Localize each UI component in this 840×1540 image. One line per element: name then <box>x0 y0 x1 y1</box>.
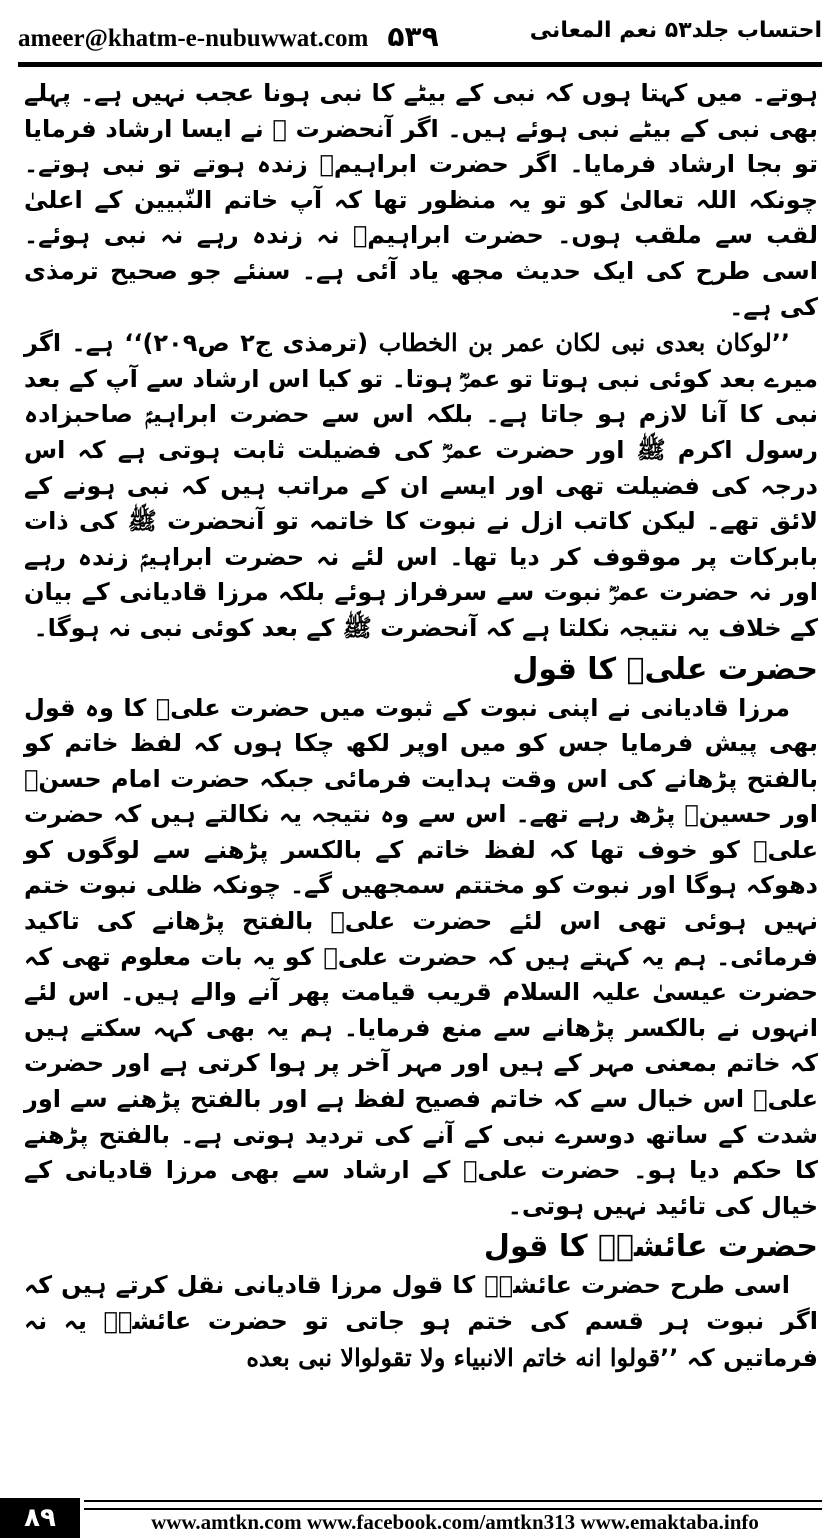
paragraph-2 <box>24 325 818 646</box>
quote-close: ‘‘ <box>124 329 143 358</box>
footer-page-number: ۸۹ <box>0 1498 80 1538</box>
section-heading-aisha: حضرت عائشہؓ کا قول <box>483 1229 818 1265</box>
page-header <box>18 14 822 60</box>
quote-open: ’’ <box>771 329 791 358</box>
page-footer <box>0 1490 840 1540</box>
paragraph-1: ہوتے۔ میں کہتا ہوں کہ نبی کے بیٹے کا نبی ہونا عجب نہیں ہے۔ پہلے بھی نبی کے بیٹے نبی ہوئے ہیں۔ اگر آنحضرت ﷺ نے ایسا ارشاد فرمایا تو بجا ارشاد فرمایا۔ اگر حضرت ابراہیمؑ زندہ ہوتے تو نبی ہوتے۔ چونکہ اللہ تعالیٰ کو تو یہ منظور تھا کہ آپ خاتم النّبیین کے اعلیٰ لقب سے ملقب ہوں۔ حضرت ابراہیمؑ نہ زندہ رہے نہ نبی ہوئے۔ اسی طرح کی ایک حدیث مجھ یاد آئی ہے۔ سنئے جو صحیح ترمذی کی ہے۔ <box>24 79 818 321</box>
footer-rule <box>84 1500 822 1510</box>
paragraph-2-text: ہے۔ اگر میرے بعد کوئی نبی ہوتا تو عمرؓ ہوتا۔ تو کیا اس ارشاد سے آپ کے بعد نبی کا آنا لازم ہو جاتا ہے۔ بلکہ اس سے حضرت ابراہیمؑ صاحبزادہ رسول اکرم ﷺ اور حضرت عمرؓ کی فضیلت ثابت ہوتی ہے کہ اس درجہ کی فضیلت تھی اور ایسے ان کے مراتب ہیں کہ نبی ہونے کے لائق تھے۔ لیکن کاتب ازل نے نبوت کا خاتمہ تو آنحضرت ﷺ کی ذات بابرکات پر موقوف کر دیا تھا۔ اس لئے نہ حضرت ابراہیمؑ زندہ رہے اور نہ حضرت عمرؓ نبوت سے سرفراز ہوئے بلکہ مرزا قادیانی کے بیان کے خلاف یہ نتیجہ نکلتا ہے کہ آنحضرت ﷺ کے بعد کوئی نبی نہ ہوگا۔ <box>24 329 818 642</box>
section-heading-ali: حضرت علیؓ کا قول <box>512 651 818 687</box>
paragraph-4 <box>24 1268 818 1376</box>
header-rule <box>18 62 822 67</box>
aisha-quote: قولوا انه خاتم الانبياء ولا تقولوالا نبی بعده <box>246 1342 661 1372</box>
page-body <box>24 76 818 1376</box>
hadith-quote: لوكان بعدی نبی لكان عمر بن الخطاب <box>378 328 772 358</box>
email-address: ameer@khatm-e-nubuwwat.com <box>18 25 369 52</box>
footer-urls: www.amtkn.com www.facebook.com/amtkn313 www.emaktaba.info <box>151 1510 759 1534</box>
paragraph-4-text: اسی طرح حضرت عائشہؓ کا قول مرزا قادیانی نقل کرتے ہیں کہ اگر نبوت ہر قسم کی ختم ہو جاتی تو حضرت عائشہؓ یہ نہ فرماتیں کہ ’’ <box>24 1271 818 1372</box>
hadith-reference: (ترمذی ج۲ ص۲۰۹) <box>142 329 369 358</box>
page-number: ۵۳۹ <box>387 20 439 53</box>
book-title: احتساب جلد۵۳ نعم المعانی <box>529 18 822 43</box>
header-left <box>18 20 439 53</box>
paragraph-3: مرزا قادیانی نے اپنی نبوت کے ثبوت میں حضرت علیؓ کا وہ قول بھی پیش فرمایا جس کو میں اوپر لکھ چکا ہوں کہ لفظ خاتم کو بالفتح پڑھانے کی اس وقت ہدایت فرمائی جبکہ حضرت امام حسنؓ اور حسینؓ پڑھ رہے تھے۔ اس سے وہ نتیجہ یہ نکالتے ہیں کہ حضرت علیؓ کو خوف تھا کہ لفظ خاتم کے بالکسر پڑھنے سے لوگوں کو دھوکہ ہوگا اور نبوت کو مختتم سمجھیں گے۔ چونکہ ظلی نبوت ختم نہیں ہوئی تھی اس لئے حضرت علیؓ بالفتح پڑھانے کی تاکید فرمائی۔ ہم یہ کہتے ہیں کہ حضرت علیؓ کو یہ بات معلوم تھی کہ حضرت عیسیٰ علیہ السلام قریب قیامت پھر آنے والے ہیں۔ اس لئے انہوں نے بالکسر پڑھانے سے منع فرمایا۔ ہم یہ بھی کہہ سکتے ہیں کہ خاتم بمعنی مہر کے ہیں اور مہر آخر پر ہوا کرتی ہے اور حضرت علیؓ اس خیال سے کہ خاتم فصیح لفظ ہے اور بالفتح پڑھنے سے اور شدت کے ساتھ دوسرے نبی کے آنے کی تردید ہوتی ہے۔ بالفتح پڑھنے کا حکم دیا ہو۔ حضرت علیؓ کے ارشاد سے بھی مرزا قادیانی کے خیال کی تائید نہیں ہوتی۔ <box>24 693 818 1220</box>
